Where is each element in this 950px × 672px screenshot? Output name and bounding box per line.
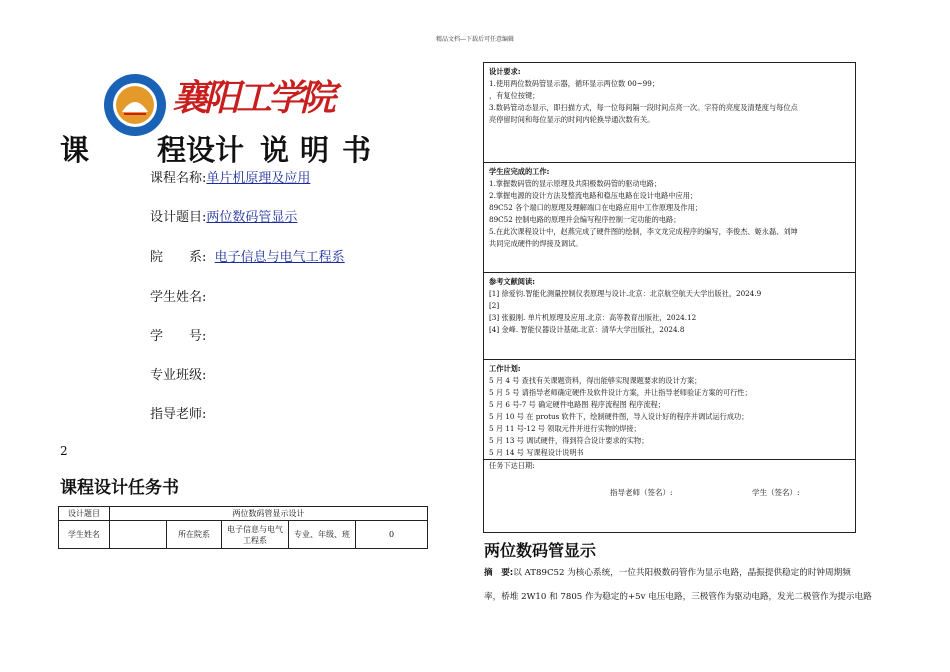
- task-table: [58, 506, 428, 549]
- list-item: [4] 金峰. 智能仪器设计基础.北京：清华大学出版社，2024.8: [489, 325, 685, 334]
- references-section: [484, 273, 855, 360]
- list-item: 3.数码管动态显示，即扫描方式，每一位每间隔一段时间点亮一次。字符的亮度及清楚度与每位点: [489, 103, 798, 112]
- list-item: 共同完成硬件的焊接及调试。: [489, 239, 583, 248]
- list-item: 1.掌握数码管的显示原理及共阳极数码管的驱动电路；: [489, 179, 662, 188]
- list-item: 5 月 11 号-12 号 领取元件并进行实物的焊接；: [489, 424, 641, 433]
- table-cell: 电子信息与电气工程系: [222, 521, 289, 549]
- field-value: 电子信息与电气工程系: [214, 250, 345, 265]
- list-item: 亮停留时间和每位显示的时间内轮换导通次数有关。: [489, 115, 655, 124]
- task-book-title: 课程设计任务书: [60, 478, 179, 498]
- table-cell: 专业、年级、班: [289, 521, 356, 549]
- cover-title-char: 说: [260, 133, 290, 167]
- list-item: 5 月 13 号 调试硬件，得到符合设计要求的实物；: [489, 436, 649, 445]
- section-heading: 工作计划:: [489, 364, 521, 373]
- field-value: 两位数码管显示: [206, 210, 298, 225]
- list-item: [1] 徐爱钧.智能化测量控制仪表原理与设计.北京：北京航空航天大学出版社，2024.9: [489, 289, 762, 298]
- abstract-title: 两位数码管显示: [484, 541, 597, 560]
- list-item: 5 月 10 号 在 protus 软件下，绘制硬件图，导入设计好的程序并调试运行成功；: [489, 412, 749, 421]
- table-cell: 两位数码管显示设计: [110, 507, 428, 521]
- student-work-section: [484, 163, 855, 273]
- table-cell: 设计题目: [59, 507, 110, 521]
- field-label: 学 号:: [150, 329, 207, 344]
- section-heading: 学生应完成的工作:: [489, 167, 550, 176]
- table-row: [59, 507, 428, 521]
- table-cell: [110, 521, 167, 549]
- field-advisor: [150, 403, 206, 422]
- requirements-section: [484, 63, 855, 163]
- field-class: [150, 364, 206, 383]
- field-label: 设计题目:: [150, 210, 207, 225]
- issue-date-label: 任务下达日期:: [484, 459, 855, 472]
- student-signature-label: 学生（签名）:: [752, 488, 800, 497]
- header-note: 精品文档---下载后可任意编辑: [435, 36, 515, 43]
- design-panel: [483, 62, 856, 533]
- field-label: 专业班级:: [150, 368, 207, 383]
- list-item: 89C52 各个端口的原理及理解端口在电路应用中工作原理及作用；: [489, 203, 702, 212]
- abstract-label: 摘 要:: [484, 568, 514, 578]
- field-value: 单片机原理及应用: [206, 171, 311, 186]
- list-item: 5 月 14 号 写课程设计说明书: [489, 448, 584, 457]
- field-department: [150, 246, 345, 265]
- abstract-text: 以 AT89C52 为核心系统，一位共阳极数码管作为显示电路，晶振提供稳定的时钟周期频: [513, 568, 851, 578]
- cover-title-char: 程设计: [157, 133, 245, 167]
- list-item: 1.使用两位数码管显示器，循环显示两位数 00~99；: [489, 79, 660, 88]
- school-name: 襄阳工学院: [172, 78, 333, 119]
- field-label: 指导老师:: [150, 407, 207, 422]
- list-item: 5 月 5 号 请指导老师确定硬件及软件设计方案，并让指导老师验证方案的可行性；: [489, 388, 752, 397]
- abstract-line: [484, 566, 894, 578]
- list-item: [3] 张毅刚. 单片机原理及应用.北京：高等教育出版社，2024.12: [489, 313, 697, 322]
- field-label: 院 系:: [150, 250, 207, 265]
- table-cell: 所在院系: [167, 521, 222, 549]
- field-student-name: [150, 286, 206, 305]
- page-number: 2: [60, 444, 68, 458]
- list-item: ，有复位按键；: [489, 91, 540, 100]
- teacher-signature-label: 指导老师（签名）:: [610, 488, 673, 497]
- abstract-line: 率，桥堆 2W10 和 7805 作为稳定的+5v 电压电路，三极管作为驱动电路，发光二极管作为提示电路: [484, 592, 872, 602]
- cover-title-char: 书: [342, 133, 372, 167]
- field-label: 学生姓名:: [150, 290, 207, 305]
- list-item: 89C52 控制电路的原理并会编写程序控制一定功能的电路；: [489, 215, 681, 224]
- section-heading: 参考文献阅读:: [489, 277, 535, 286]
- list-item: 5.在此次课程设计中，赵燕完成了硬件图的绘制，李文龙完成程序的编写，李俊杰、姬永磊、刘坤: [489, 227, 798, 236]
- table-cell: 学生姓名: [59, 521, 110, 549]
- table-cell: 0: [356, 521, 428, 549]
- cover-title-char: 明: [300, 133, 330, 167]
- section-heading: 设计要求:: [489, 67, 521, 76]
- table-row: [59, 521, 428, 549]
- list-item: 2.掌握电源的设计方法及整流电路和稳压电路在设计电路中应用；: [489, 191, 698, 200]
- field-course-name: [150, 167, 310, 186]
- list-item: [2]: [489, 301, 500, 310]
- work-plan-section: [484, 360, 855, 532]
- list-item: 5 月 6 号-7 号 确定硬件电路图 程序流程图 程序流程；: [489, 400, 665, 409]
- field-label: 课程名称:: [150, 171, 207, 186]
- cover-title-char: 课: [60, 133, 90, 167]
- list-item: 5 月 4 号 查找有关课题资料，得出能够实现课题要求的设计方案；: [489, 376, 702, 385]
- field-design-topic: [150, 206, 297, 225]
- field-student-id: [150, 325, 206, 344]
